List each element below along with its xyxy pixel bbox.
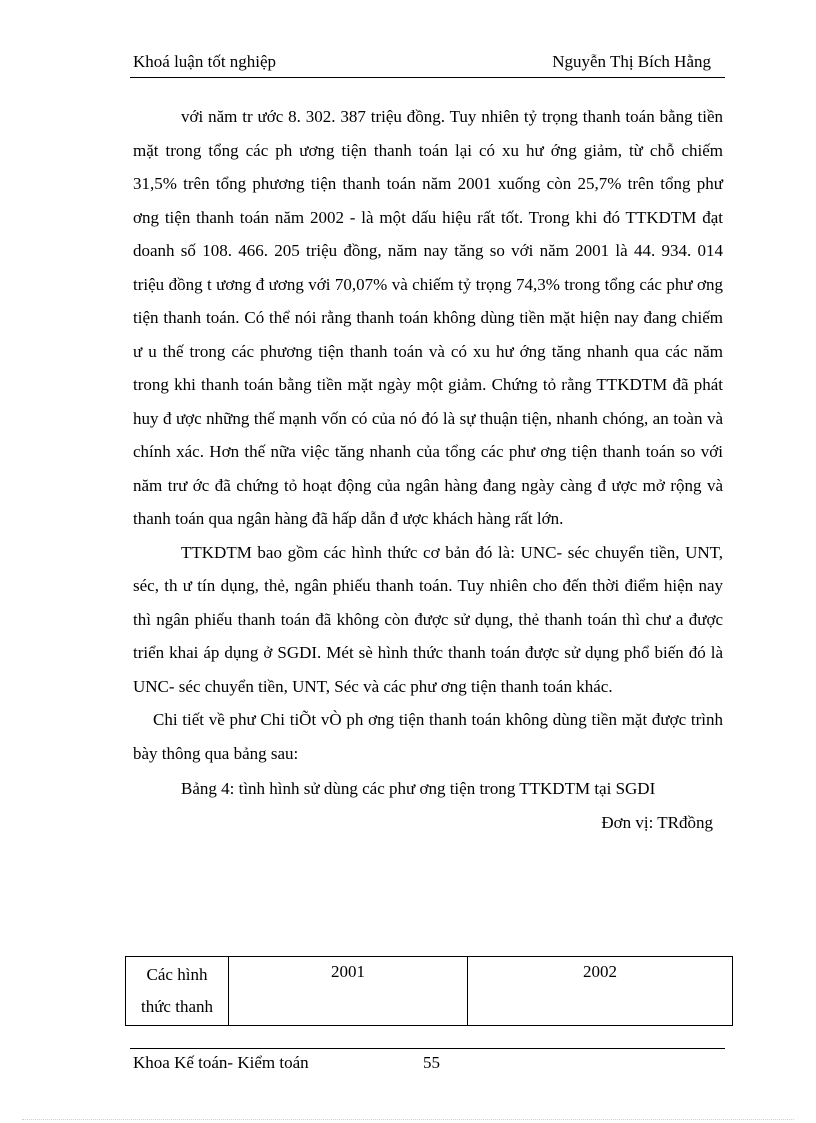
table-header-cell: 2001: [229, 957, 468, 1026]
table-unit: Đơn vị: TRđồng: [601, 812, 713, 832]
footer-divider: [130, 1048, 725, 1049]
document-body: [133, 100, 723, 839]
table-header-row: [126, 957, 733, 1026]
page-header: [133, 52, 723, 78]
data-table: [125, 956, 733, 1026]
page-number: 55: [423, 1053, 440, 1072]
footer-department: Khoa Kế toán- Kiểm toán: [133, 1053, 309, 1072]
header-divider: [130, 77, 725, 78]
table-caption: Bảng 4: tình hình sử dùng các phư ơng tiện trong TTKDTM tại SGDI: [181, 779, 656, 798]
table-header-cell: Các hình thức thanh: [126, 957, 229, 1026]
header-author-name: Nguyễn Thị Bích Hằng: [552, 52, 711, 71]
header-thesis-title: Khoá luận tốt nghiệp: [133, 52, 277, 71]
paragraph-1: với năm tr ước 8. 302. 387 triệu đồng. Tuy nhiên tỷ trọng thanh toán bằng tiền mặt trong tổng các ph ương tiện thanh toán lại có xu hư ớng giảm, từ chỗ chiếm 31,5% trên tổng phương tiện thanh toán năm 2001 xuống còn 25,7% trên tổng phư ơng tiện thanh toán năm 2002 - là một dấu hiệu rất tốt. Trong khi đó TTKDTM đạt doanh số 108. 466. 205 triệu đồng, năm nay tăng so với năm 2001 là 44. 934. 014 triệu đồng t ương đ ương với 70,07% và chiếm tỷ trọng 74,3% trong tổng các phư ơng tiện thanh toán. Có thể nói rằng thanh toán không dùng tiền mặt hiện nay đang chiếm ư u thế trong các phương tiện thanh toán và có xu hư ớng tăng nhanh qua các năm trong khi thanh toán bằng tiền mặt ngày một giảm. Chứng tỏ rằng TTKDTM đã phát huy đ ược những thế mạnh vốn có của nó đó là sự thuận tiện, nhanh chóng, an toàn và chính xác. Hơn thế nữa việc tăng nhanh của tổng các phư ơng tiện thanh toán so với năm trư ớc đã chứng tỏ hoạt động của ngân hàng đang ngày càng đ ược mở rộng và thanh toán qua ngân hàng đã hấp dẫn đ ược khách hàng rất lớn.: [133, 107, 723, 528]
table-header-cell: 2002: [468, 957, 733, 1026]
page-edge: [22, 1119, 794, 1120]
paragraph-2: TTKDTM bao gồm các hình thức cơ bản đó là: UNC- séc chuyển tiền, UNT, séc, th ư tín dụng, thẻ, ngân phiếu thanh toán. Tuy nhiên cho đến thời điểm hiện nay thì ngân phiếu thanh toán đã không còn được sử dụng, thẻ thanh toán thì chư a được triển khai áp dụng ở SGDI. Mét sè hình thức thanh toán được sử dụng phổ biến đó là UNC- séc chuyển tiền, UNT, Séc và các phư ơng tiện thanh toán khác.: [133, 542, 723, 696]
paragraph-3: Chi tiết về phư Chi tiÕt vÒ ph ơng tiện thanh toán không dùng tiền mặt được trình bày thông qua bảng sau:: [133, 710, 723, 763]
